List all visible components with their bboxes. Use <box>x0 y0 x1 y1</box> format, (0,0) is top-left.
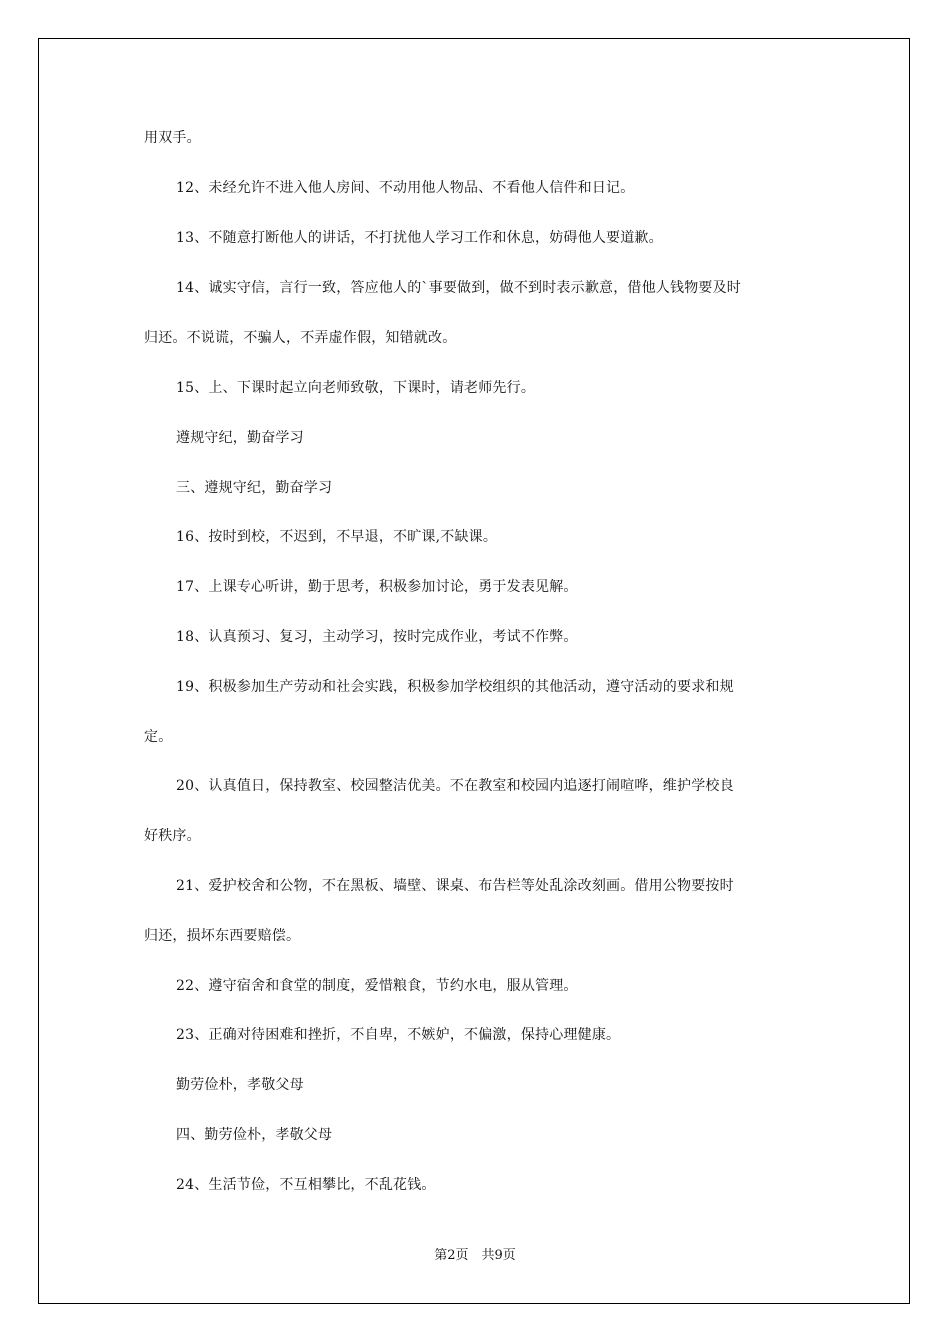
page-number-footer: 第2页 共9页 <box>434 1248 516 1263</box>
text-line: 16、按时到校，不迟到，不早退，不旷课,不缺课。 <box>176 529 498 545</box>
section-heading: 勤劳俭朴，孝敬父母 <box>176 1077 304 1093</box>
text-line: 归还。不说谎，不骗人，不弄虚作假，知错就改。 <box>144 330 457 346</box>
text-line: 定。 <box>144 729 173 745</box>
text-line: 15、上、下课时起立向老师致敬，下课时，请老师先行。 <box>176 380 536 396</box>
text-line: 18、认真预习、复习，主动学习，按时完成作业，考试不作弊。 <box>176 629 578 645</box>
text-line: 22、遵守宿舍和食堂的制度，爱惜粮食，节约水电，服从管理。 <box>176 978 578 994</box>
text-line: 19、积极参加生产劳动和社会实践，积极参加学校组织的其他活动，遵守活动的要求和规 <box>176 679 734 695</box>
text-line: 用双手。 <box>144 130 201 146</box>
text-line: 12、未经允许不进入他人房间、不动用他人物品、不看他人信件和日记。 <box>176 180 635 196</box>
text-line: 23、正确对待困难和挫折，不自卑，不嫉妒，不偏激，保持心理健康。 <box>176 1027 621 1043</box>
text-line: 13、不随意打断他人的讲话，不打扰他人学习工作和休息，妨碍他人要道歉。 <box>176 230 663 246</box>
section-heading: 遵规守纪，勤奋学习 <box>176 430 304 446</box>
section-heading: 三、遵规守纪，勤奋学习 <box>176 480 333 496</box>
section-heading: 四、勤劳俭朴，孝敬父母 <box>176 1127 333 1143</box>
text-line: 14、诚实守信，言行一致，答应他人的`事要做到，做不到时表示歉意，借他人钱物要及时 <box>176 280 742 296</box>
text-line: 17、上课专心听讲，勤于思考，积极参加讨论，勇于发表见解。 <box>176 579 578 595</box>
text-line: 归还，损坏东西要赔偿。 <box>144 928 301 944</box>
text-line: 21、爱护校舍和公物，不在黑板、墙壁、课桌、布告栏等处乱涂改刻画。借用公物要按时 <box>176 878 734 894</box>
text-line: 20、认真值日，保持教室、校园整洁优美。不在教室和校园内追逐打闹喧哗，维护学校良 <box>176 778 734 794</box>
text-line: 好秩序。 <box>144 828 201 844</box>
text-line: 24、生活节俭，不互相攀比，不乱花钱。 <box>176 1177 436 1193</box>
